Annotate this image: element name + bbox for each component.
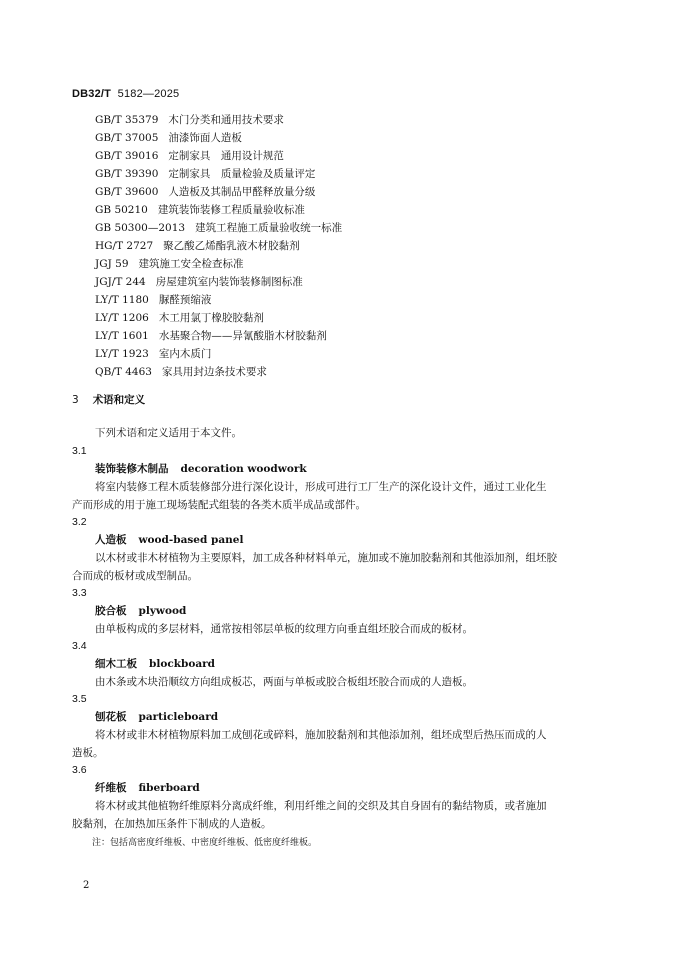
term-entry bbox=[72, 585, 600, 638]
reference-item bbox=[95, 201, 342, 219]
term-chinese: 纤维板 bbox=[95, 782, 127, 794]
term-entry bbox=[72, 638, 600, 691]
reference-code: GB/T 35379 bbox=[95, 114, 159, 126]
reference-code: GB/T 39016 bbox=[95, 150, 159, 162]
reference-item bbox=[95, 219, 342, 237]
reference-code: GB/T 37005 bbox=[95, 132, 159, 144]
term-english: fiberboard bbox=[138, 782, 200, 794]
term-definition bbox=[72, 797, 600, 833]
reference-item bbox=[95, 237, 342, 255]
term-entry bbox=[72, 762, 600, 851]
term-heading bbox=[72, 708, 600, 726]
reference-title: 定制家具 质量检验及质量评定 bbox=[168, 168, 316, 180]
reference-title: 定制家具 通用设计规范 bbox=[168, 150, 284, 162]
reference-title: 建筑工程施工质量验收统一标准 bbox=[195, 222, 343, 234]
reference-title: 室内木质门 bbox=[158, 348, 212, 360]
reference-title: 木工用氯丁橡胶胶黏剂 bbox=[158, 312, 264, 324]
term-definition bbox=[72, 620, 600, 638]
reference-title: 房屋建筑室内装饰装修制图标准 bbox=[155, 276, 303, 288]
term-english: decoration woodwork bbox=[180, 463, 307, 475]
reference-title: 水基聚合物——异氰酸脂木材胶黏剂 bbox=[158, 330, 327, 342]
reference-code: LY/T 1206 bbox=[95, 312, 149, 324]
reference-code: GB 50210 bbox=[95, 204, 148, 216]
reference-title: 建筑装饰装修工程质量验收标准 bbox=[157, 204, 305, 216]
term-entry bbox=[72, 514, 600, 585]
reference-item bbox=[95, 255, 342, 273]
reference-code: JGJ/T 244 bbox=[95, 276, 146, 288]
reference-code: LY/T 1601 bbox=[95, 330, 149, 342]
reference-code: QB/T 4463 bbox=[95, 366, 152, 378]
reference-code: HG/T 2727 bbox=[95, 240, 154, 252]
term-definition bbox=[72, 549, 600, 585]
reference-title: 油漆饰面人造板 bbox=[168, 132, 242, 144]
reference-code: LY/T 1180 bbox=[95, 294, 149, 306]
section-intro: 下列术语和定义适用于本文件。 bbox=[95, 427, 242, 439]
reference-title: 木门分类和通用技术要求 bbox=[168, 114, 284, 126]
term-entry bbox=[72, 443, 600, 514]
section-heading bbox=[72, 392, 145, 407]
term-heading bbox=[72, 460, 600, 478]
page-number: 2 bbox=[83, 880, 90, 891]
definition-line: 由木条或木块沿顺纹方向组成板芯，两面与单板或胶合板组坯胶合而成的人造板。 bbox=[95, 676, 473, 688]
term-number: 3.6 bbox=[72, 764, 87, 776]
term-english: blockboard bbox=[149, 658, 216, 670]
definition-line: 胶黏剂，在加热加压条件下制成的人造板。 bbox=[72, 818, 272, 830]
reference-item bbox=[95, 291, 342, 309]
reference-item bbox=[95, 363, 342, 381]
definition-line: 将木材或其他植物纤维原料分离成纤维，利用纤维之间的交织及其自身固有的黏结物质，或者施加 bbox=[95, 800, 547, 812]
definition-line: 合而成的板材或成型制品。 bbox=[72, 570, 198, 582]
reference-title: 家具用封边条技术要求 bbox=[161, 366, 267, 378]
term-definition bbox=[72, 726, 600, 762]
term-note: 注：包括高密度纤维板、中密度纤维板、低密度纤维板。 bbox=[92, 838, 318, 848]
definition-line: 将室内装修工程木质装修部分进行深化设计，形成可进行工厂生产的深化设计文件，通过工业化生 bbox=[95, 481, 547, 493]
term-number: 3.1 bbox=[72, 445, 87, 457]
reference-title: 脲醛预缩液 bbox=[158, 294, 212, 306]
reference-item bbox=[95, 129, 342, 147]
definition-line: 以木材或非木材植物为主要原料，加工成各种材料单元，施加或不施加胶黏剂和其他添加剂，组坯胶 bbox=[95, 552, 557, 564]
term-chinese: 装饰装修木制品 bbox=[95, 463, 169, 475]
term-definition bbox=[72, 673, 600, 691]
reference-code: LY/T 1923 bbox=[95, 348, 149, 360]
reference-code: GB/T 39390 bbox=[95, 168, 159, 180]
reference-code: JGJ 59 bbox=[95, 258, 129, 270]
term-heading bbox=[72, 602, 600, 620]
term-heading bbox=[72, 531, 600, 549]
reference-item bbox=[95, 147, 342, 165]
definition-line: 由单板构成的多层材料，通常按相邻层单板的纹理方向垂直组坯胶合而成的板材。 bbox=[95, 623, 473, 635]
definition-line: 将木材或非木材植物原料加工成刨花或碎料，施加胶黏剂和其他添加剂，组坯成型后热压而成的人 bbox=[95, 729, 547, 741]
section-number: 3 bbox=[72, 394, 79, 406]
reference-item bbox=[95, 345, 342, 363]
normative-references-list bbox=[95, 111, 342, 381]
standard-header bbox=[72, 88, 179, 100]
term-chinese: 胶合板 bbox=[95, 605, 127, 617]
reference-item bbox=[95, 111, 342, 129]
term-entry bbox=[72, 691, 600, 762]
term-heading bbox=[72, 655, 600, 673]
term-chinese: 刨花板 bbox=[95, 711, 127, 723]
term-number: 3.4 bbox=[72, 640, 87, 652]
definition-line: 产而形成的用于施工现场装配式组装的各类木质半成品或部件。 bbox=[72, 499, 366, 511]
definition-line: 造板。 bbox=[72, 747, 104, 759]
term-heading bbox=[72, 779, 600, 797]
section-title: 术语和定义 bbox=[92, 394, 146, 406]
reference-item bbox=[95, 273, 342, 291]
term-number: 3.5 bbox=[72, 693, 87, 705]
reference-title: 建筑施工安全检查标准 bbox=[138, 258, 244, 270]
standard-prefix: DB32/T bbox=[72, 88, 112, 100]
reference-item bbox=[95, 327, 342, 345]
term-number: 3.2 bbox=[72, 516, 87, 528]
reference-item bbox=[95, 165, 342, 183]
reference-item bbox=[95, 309, 342, 327]
term-english: particleboard bbox=[138, 711, 219, 723]
standard-number: 5182—2025 bbox=[117, 88, 180, 100]
term-definition bbox=[72, 478, 600, 514]
reference-title: 聚乙酸乙烯酯乳液木材胶黏剂 bbox=[163, 240, 300, 252]
reference-code: GB 50300—2013 bbox=[95, 222, 186, 234]
term-chinese: 人造板 bbox=[95, 534, 127, 546]
term-chinese: 细木工板 bbox=[95, 658, 137, 670]
term-english: wood-based panel bbox=[138, 534, 244, 546]
term-number: 3.3 bbox=[72, 587, 87, 599]
reference-item bbox=[95, 183, 342, 201]
reference-code: GB/T 39600 bbox=[95, 186, 159, 198]
term-english: plywood bbox=[138, 605, 187, 617]
reference-title: 人造板及其制品甲醛释放量分级 bbox=[168, 186, 316, 198]
terms-list bbox=[72, 443, 600, 851]
